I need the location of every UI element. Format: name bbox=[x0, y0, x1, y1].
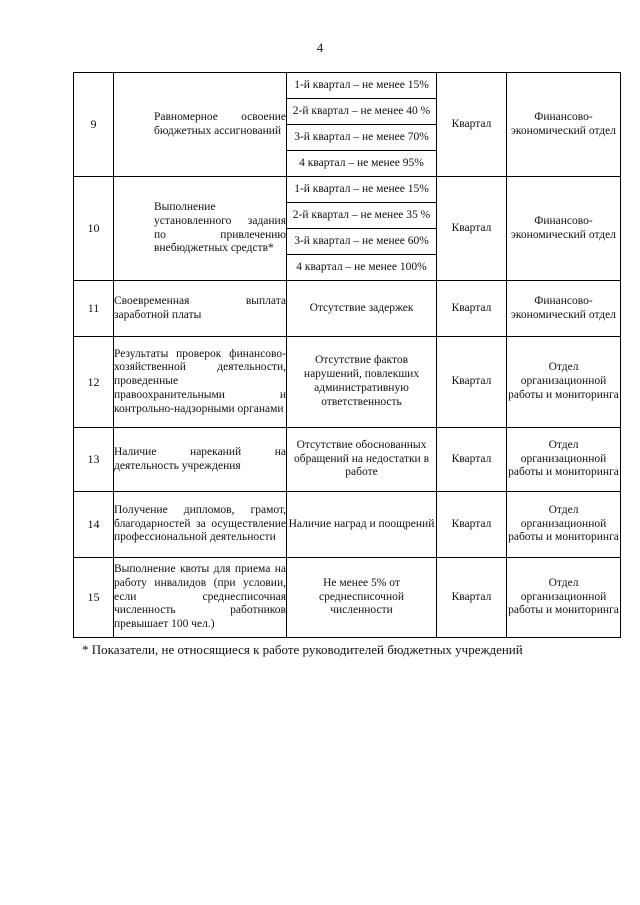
row-number: 14 bbox=[74, 492, 114, 558]
responsible-department: Финансово-экономический отдел bbox=[507, 177, 621, 281]
row-number: 15 bbox=[74, 558, 114, 638]
period: Квартал bbox=[437, 428, 507, 492]
row-number: 13 bbox=[74, 428, 114, 492]
indicator-name: Своевременная выплата заработной платы bbox=[114, 281, 287, 337]
responsible-department: Финансово-экономический отдел bbox=[507, 281, 621, 337]
indicator-name: Выполнение квоты для приема на работу инвалидов (при условии, если среднесписочная численность работников превышает 100 чел.) bbox=[114, 558, 287, 638]
quarter-criteria bbox=[287, 73, 437, 177]
responsible-department: Отдел организационной работы и мониторинга bbox=[507, 337, 621, 428]
page-number: 4 bbox=[316, 40, 324, 55]
table-row bbox=[74, 177, 621, 281]
row-number: 11 bbox=[74, 281, 114, 337]
quarter-criterion: 3-й квартал – не менее 60% bbox=[287, 229, 436, 255]
indicators-table bbox=[73, 72, 621, 638]
indicator-name: Результаты проверок финансово-хозяйственной деятельности, проведенные правоохранительными и контрольно-надзорными органами bbox=[114, 337, 287, 428]
quarter-criterion: 1-й квартал – не менее 15% bbox=[287, 73, 436, 99]
criterion: Отсутствие фактов нарушений, повлекших административную ответственность bbox=[287, 337, 437, 428]
responsible-department: Отдел организационной работы и мониторинга bbox=[507, 428, 621, 492]
period: Квартал bbox=[437, 558, 507, 638]
row-number: 10 bbox=[74, 177, 114, 281]
row-number: 12 bbox=[74, 337, 114, 428]
period: Квартал bbox=[437, 177, 507, 281]
table-row bbox=[74, 281, 621, 337]
criterion: Не менее 5% от среднесписочной численности bbox=[287, 558, 437, 638]
quarter-criterion: 3-й квартал – не менее 70% bbox=[287, 125, 436, 151]
row-number: 9 bbox=[74, 73, 114, 177]
indicator-name: Равномерное освоение бюджетных ассигнований bbox=[114, 73, 287, 177]
criterion: Отсутствие задержек bbox=[287, 281, 437, 337]
footnote: * Показатели, не относящиеся к работе руководителей бюджетных учреждений bbox=[82, 642, 523, 657]
table-row bbox=[74, 337, 621, 428]
table-row bbox=[74, 558, 621, 638]
quarter-criterion: 2-й квартал – не менее 40 % bbox=[287, 99, 436, 125]
responsible-department: Отдел организационной работы и мониторинга bbox=[507, 492, 621, 558]
quarter-criterion: 4 квартал – не менее 95% bbox=[299, 156, 424, 169]
indicator-name: Наличие нареканий на деятельность учреждения bbox=[114, 428, 287, 492]
quarter-criteria bbox=[287, 177, 437, 281]
period: Квартал bbox=[437, 337, 507, 428]
period: Квартал bbox=[437, 281, 507, 337]
indicator-name: Получение дипломов, грамот, благодарностей за осуществление профессиональной деятельности bbox=[114, 492, 287, 558]
responsible-department: Финансово-экономический отдел bbox=[507, 73, 621, 177]
table-row bbox=[74, 428, 621, 492]
quarter-criterion: 2-й квартал – не менее 35 % bbox=[287, 203, 436, 229]
responsible-department: Отдел организационной работы и мониторинга bbox=[507, 558, 621, 638]
period: Квартал bbox=[437, 492, 507, 558]
period: Квартал bbox=[437, 73, 507, 177]
indicator-name: Выполнение установленного задания по привлечению внебюджетных средств* bbox=[114, 177, 287, 281]
quarter-criterion: 1-й квартал – не менее 15% bbox=[287, 177, 436, 203]
criterion: Отсутствие обоснованных обращений на недостатки в работе bbox=[287, 428, 437, 492]
table-row bbox=[74, 492, 621, 558]
quarter-criterion: 4 квартал – не менее 100% bbox=[296, 260, 427, 273]
criterion: Наличие наград и поощрений bbox=[287, 492, 437, 558]
table-row bbox=[74, 73, 621, 177]
